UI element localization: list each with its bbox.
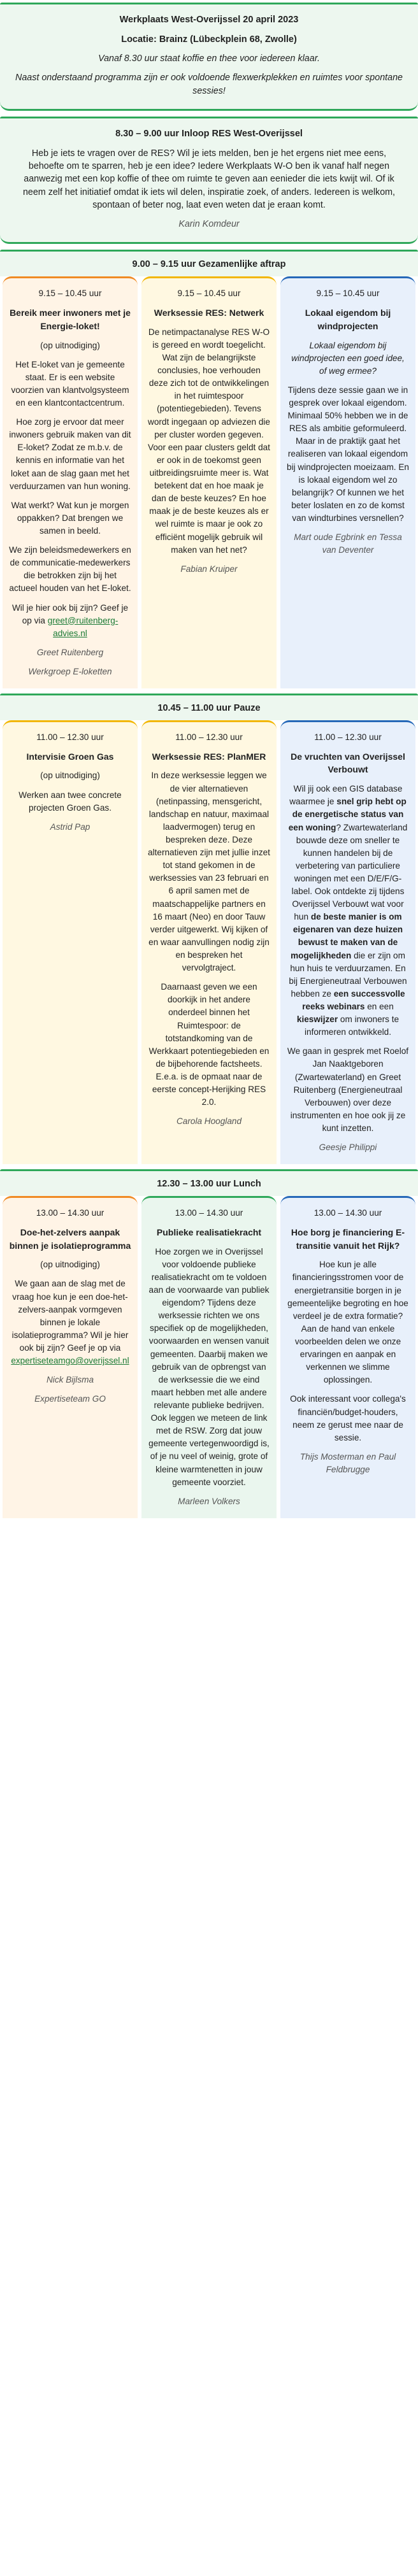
text-run: Wil jij ook een GIS database waarmee je	[289, 784, 403, 807]
signup-text: Wil je hier ook bij zijn? Geef je op via	[11, 602, 129, 625]
signup-text: We gaan aan de slag met de vraag hoe kun je een doe-het-zelvers-aanpak vormgeven binnen je lokale isolatieprogramma? Wil je hier ook bij zijn? Geef je op via	[11, 1279, 129, 1353]
session-block-1	[0, 276, 418, 688]
session-publieke-realisatiekracht	[141, 1196, 277, 1518]
text-run: die er zijn om hun huis te verduurzamen. En bij Energieneutraal Verbouwen hebben ze	[289, 950, 407, 999]
text-run-bold: de beste manier is om eigenaren van deze huizen bewust te maken van de mogelijkheden	[291, 912, 403, 960]
session-text: Hoe kun je alle financieringsstromen voor de energietransitie borgen in je gemeentelijke begroting en hoe verdeel je de extra formatie? Aan de hand van enkele voorbeelden delen we onze ervaringen en aanpak en verkennen we slimme oplossingen.	[287, 1260, 408, 1385]
session-time: 11.00 – 12.30 uur	[36, 732, 104, 742]
session-text: Ook interessant voor collega's financiën/budget-houders, neem ze gerust mee naar de sessie.	[290, 1394, 406, 1442]
session-text: Werken aan twee concrete projecten Groen Gas.	[18, 790, 122, 813]
inloop-title: 8.30 – 9.00 uur Inloop RES West-Overijssel	[115, 129, 303, 139]
lunch-title: 12.30 – 13.00 uur Lunch	[0, 1171, 418, 1196]
session-time: 13.00 – 14.30 uur	[314, 1207, 382, 1218]
session-signature: Thijs Mosterman en Paul Feldbrugge	[299, 1451, 396, 1474]
session-doe-het-zelvers	[3, 1196, 138, 1518]
session-title: Publieke realisatiekracht	[156, 1227, 262, 1237]
session-text: We gaan in gesprek met Roelof Jan Naaktgeboren (Zwartewaterland) en Greet Ruitenberg (Energieneutraal Verbouwen) over deze instrumenten en hoe ook jij ze kunt inzetten.	[287, 1046, 409, 1134]
session-text: De netimpactanalyse RES W-O is gereed en wordt toegelicht. Wat zijn de belangrijkste conclusies, hoe verhouden deze zich tot de ontwikkelingen in het ruimtespoor (potentiegebieden). Tevens wordt ingegaan op adviezen die per cluster worden gegeven. Voor een paar clusters geldt dat er ook in de toekomst geen uitbreidingsruimte meer is. Wat betekent dat en hoe maak je dan de beste keuzes? En hoe maak je de beste keuzes als er wel ruimte is maar je ook zo efficiënt mogelijk gebruik wil maken van het net?	[148, 327, 270, 555]
text-run-bold: snel grip hebt op de energetische status van een woning	[288, 797, 407, 832]
session-title: Werksessie RES: PlanMER	[152, 751, 266, 762]
session-signature: Astrid Pap	[50, 822, 90, 832]
session-text: Lokaal eigendom bij windprojecten een goed idee, of weg ermee?	[291, 340, 405, 376]
text-run: en een	[367, 1002, 394, 1012]
text-run: om inwoners te informeren ontwikkeld.	[305, 1014, 400, 1037]
session-signature: Fabian Kruiper	[180, 564, 238, 574]
session-netwerk	[141, 276, 277, 688]
session-text: Het E-loket van je gemeente staat. Er is een website voorzien van klantvolgsysteem en een klantcontactcentrum.	[11, 359, 129, 408]
session-time: 11.00 – 12.30 uur	[175, 732, 243, 742]
text-run-bold: een successvolle reeks webinars	[302, 988, 405, 1012]
session-signature: Carola Hoogland	[176, 1116, 242, 1127]
header-card	[0, 4, 418, 111]
session-signature: Nick Bijlsma	[46, 1375, 94, 1385]
session-title: Hoe borg je financiering E-transitie vanuit het Rijk?	[291, 1227, 405, 1251]
session-signature: Greet Ruitenberg	[36, 647, 104, 657]
session-time: 13.00 – 14.30 uur	[36, 1207, 104, 1218]
location: Locatie: Brainz (Lübeckplein 68, Zwolle)	[121, 34, 297, 45]
session-text	[287, 783, 409, 1039]
session-signature-group: Expertiseteam GO	[34, 1394, 106, 1404]
session-text: Tijdens deze sessie gaan we in gesprek over lokaal eigendom. Minimaal 50% hebben we in de RES als ambitie geformuleerd. Maar in de praktijk gaat het realiseren van lokaal eigendom bij windprojecten moeizaam. En is lokaal eigendom wel zo belangrijk? Of kunnen we het beter loslaten en zo de komst van windturbines versnellen?	[287, 385, 409, 523]
session-time: 13.00 – 14.30 uur	[175, 1207, 243, 1218]
session-title: Werksessie RES: Netwerk	[154, 308, 264, 318]
signup-email-link[interactable]: greet@ruitenberg-advies.nl	[47, 615, 119, 638]
session-text: Wat werkt? Wat kun je morgen oppakken? Dat brengen we samen in beeld.	[11, 500, 129, 536]
session-sub: (op uitnodiging)	[40, 340, 100, 350]
inloop-card	[0, 118, 418, 244]
inloop-signature: Karin Komdeur	[178, 219, 240, 230]
session-title: Bereik meer inwoners met je Energie-loket!	[10, 308, 131, 331]
session-title: Intervisie Groen Gas	[26, 751, 114, 762]
aftrap-title: 9.00 – 9.15 uur Gezamenlijke aftrap	[0, 252, 418, 276]
session-signature: Mart oude Egbrink en Tessa van Deventer	[294, 532, 402, 555]
welcome-text: Vanaf 8.30 uur staat koffie en thee voor iedereen klaar.	[98, 53, 320, 64]
session-text: In deze werksessie leggen we de vier alternatieven (netinpassing, mensgericht, landschap en natuur, maximaal laadvermogen) terug en bespreken deze. Deze alternatieven zijn met jullie inzet tot stand gekomen in de werksessies van 23 februari en 6 april samen met de maatschappelijke partners en 16 maart (Neo) en door Tauw verder uitgewerkt. Wij kijken of en waar aanvullingen nodig zijn en bespreken het vervolgtraject.	[148, 771, 270, 973]
session-time: 11.00 – 12.30 uur	[314, 732, 382, 742]
session-planmer	[141, 720, 277, 1165]
pauze-title: 10.45 – 11.00 uur Pauze	[0, 695, 418, 720]
session-title: De vruchten van Overijssel Verbouwt	[291, 751, 405, 775]
page-title: Werkplaats West-Overijssel 20 april 2023	[119, 15, 299, 25]
intro-text: Naast onderstaand programma zijn er ook voldoende flexwerkplekken en ruimtes voor spontane sessies!	[15, 73, 403, 96]
session-time: 9.15 – 10.45 uur	[316, 288, 380, 298]
text-run: ? Zwartewaterland bouwde deze om sneller te kunnen handelen bij de verbetering van particuliere woningen met een D/E/F/G-label. Ook ontdekte zij tijdens Overijssel Verbouwt wat voor hun	[291, 822, 408, 922]
session-block-3	[0, 1196, 418, 1518]
session-groen-gas	[3, 720, 138, 1165]
text-run-bold: kieswijzer	[296, 1014, 338, 1025]
session-block-2	[0, 720, 418, 1165]
session-signature-group: Werkgroep E-loketten	[28, 666, 112, 676]
session-time: 9.15 – 10.45 uur	[38, 288, 102, 298]
session-time: 9.15 – 10.45 uur	[177, 288, 241, 298]
session-sub: (op uitnodiging)	[40, 771, 100, 781]
session-text: Hoe zorg je ervoor dat meer inwoners gebruik maken van dit E-loket? Zodat ze m.b.v. de kennis en informatie van het loket aan de slag gaan met het verduurzamen van hun woning.	[9, 417, 131, 491]
session-signature: Geesje Philippi	[319, 1142, 377, 1153]
session-text: Daarnaast geven we een doorkijk in het andere onderdeel binnen het Ruimtespoor: de totstandkoming van de Werkkaart potentiegebieden en de bijbehorende factsheets. E.e.a. is de opmaat naar de eerste concept-Herijking RES 2.0.	[148, 982, 270, 1107]
signup-email-link[interactable]: expertiseteamgo@overijssel.nl	[11, 1356, 129, 1366]
session-text: Hoe zorgen we in Overijssel voor voldoende publieke realisatiekracht om te voldoen aan de voorwaarde van publiek eigendom? Tijdens deze werksessie richten we ons specifiek op de mogelijkheden, voorwaarden en wensen vanuit gemeenten. Daarbij maken we gebruik van de opbrengst van de werksessie die we eind maart hebben met alle andere relevante publieke bedrijven. Ook leggen we meteen de link met de RSW. Zorg dat jouw gemeente vertegenwoordigd is, of je nu veel of weinig, grote of kleine warmtenetten in jouw gemeente voorziet.	[148, 1246, 270, 1487]
session-sub: (op uitnodiging)	[40, 1260, 100, 1270]
session-text	[9, 602, 131, 640]
session-overijssel-verbouwt	[280, 720, 415, 1165]
session-signature: Marleen Volkers	[178, 1496, 240, 1506]
session-text	[9, 1277, 131, 1367]
session-financiering	[280, 1196, 415, 1518]
session-eloket	[3, 276, 138, 688]
inloop-text: Heb je iets te vragen over de RES? Wil je iets melden, ben je het ergens niet mee eens, behoefte om te sparren, heb je een idee? Iedere Werkplaats W-O ben ik vanaf half negen aanwezig met een kop koffie of thee om ruimte te geven aan eenieder die iets kwijt wil. Of ik neem zelf het initiatief omdat ik iets wil delen, inspiratie zoek, of anders. Iedereen is welkom, spontaan of beter nog, laat even weten dat je eraan komt.	[22, 148, 396, 210]
session-lokaal-eigendom	[280, 276, 415, 688]
session-title: Doe-het-zelvers aanpak binnen je isolatieprogramma	[9, 1227, 131, 1251]
session-text: We zijn beleidsmedewerkers en de communicatie-medewerkers die betrokken zijn bij het actueel houden van het E-loket.	[9, 545, 131, 594]
session-title: Lokaal eigendom bij windprojecten	[305, 308, 391, 331]
